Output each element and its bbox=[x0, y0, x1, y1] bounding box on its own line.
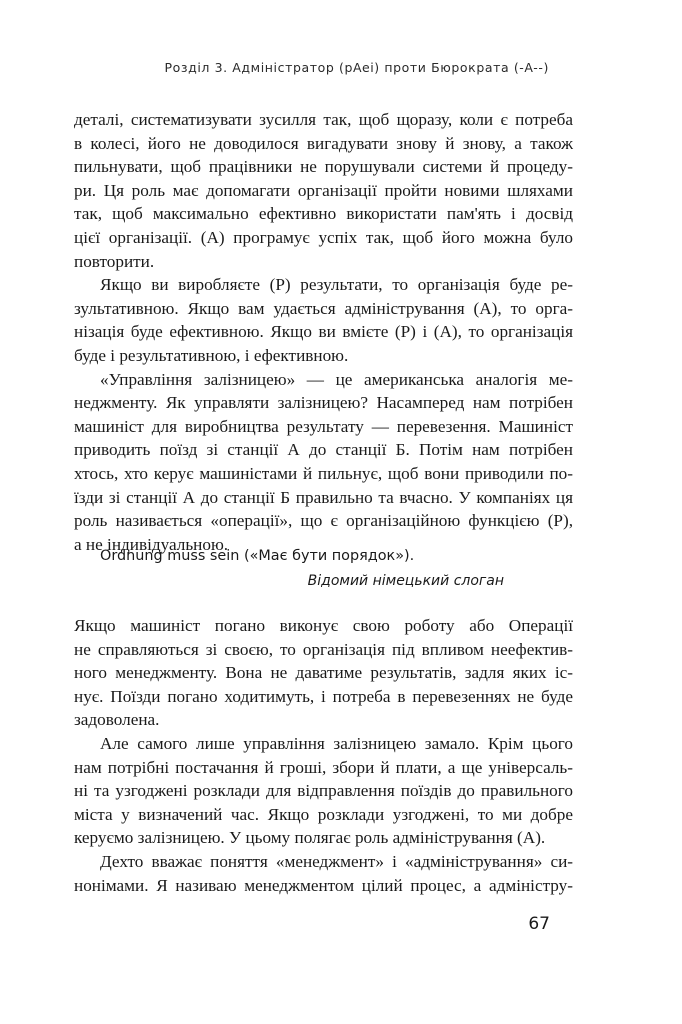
text-line: ні та узгоджені розклади для відправлення поїздів до правильного bbox=[74, 781, 573, 801]
text-line: Якщо ви виробляєте (P) результати, то організація буде ре- bbox=[100, 275, 573, 295]
text-line: машиніст для виробництва результату — перевезення. Машиніст bbox=[74, 416, 573, 436]
text-line: деталі, систематизувати зусилля так, щоб щоразу, коли є потреба bbox=[74, 110, 573, 129]
text-line: хтось, хто керує машиністами й пильнує, щоб вони приводили по- bbox=[74, 463, 573, 483]
text-line: не справляються зі своєю, то організація під впливом неефектив- bbox=[74, 639, 573, 659]
text-line: так, щоб максимально ефективно використати пам'ять і досвід bbox=[74, 204, 573, 224]
text-line: а не індивідуальною. bbox=[74, 534, 229, 554]
text-line: зультативною. Якщо вам удається адміністрування (A), то орга- bbox=[74, 298, 573, 318]
paragraph bbox=[74, 108, 573, 273]
text-line: приводить поїзд зі станції А до станції Б. Потім нам потрібен bbox=[74, 440, 573, 460]
page-number: 67 bbox=[528, 914, 550, 934]
text-line: керуємо залізницею. У цьому полягає роль адміністрування (A). bbox=[74, 828, 546, 848]
text-line: буде і результативною, і ефективною. bbox=[74, 345, 349, 365]
text-line: нує. Поїзди погано ходитимуть, і потреба в перевезеннях не буде bbox=[74, 686, 573, 706]
text-line: нізація буде ефективною. Якщо ви вмієте (P) і (A), то організація bbox=[74, 322, 573, 342]
epigraph-quote: Ordnung muss sein («Має бути порядок»). bbox=[100, 548, 415, 564]
paragraph bbox=[74, 732, 573, 850]
running-head: Розділ 3. Адміністратор (pAei) проти Бюрократа (-A--) bbox=[164, 60, 549, 75]
paragraph bbox=[74, 368, 573, 557]
text-line: нонімами. Я називаю менеджментом цілий процес, а адміністру- bbox=[74, 875, 573, 895]
text-line: «Управління залізницею» — це американська аналогія ме- bbox=[100, 369, 573, 389]
body-text-bottom bbox=[74, 614, 573, 897]
text-line: роль називається «операції», що є організаційною функцією (P), bbox=[74, 511, 573, 531]
text-line: міста у визначений час. Якщо розклади узгоджені, то ми добре bbox=[74, 804, 573, 824]
text-line: ного менеджменту. Вона не даватиме результатів, задля яких іс- bbox=[74, 663, 573, 683]
epigraph-attribution: Відомий німецький слоган bbox=[307, 573, 504, 589]
paragraph bbox=[74, 850, 573, 897]
paragraph bbox=[74, 614, 573, 732]
text-line: ри. Ця роль має допомагати організації пройти новими шляхами bbox=[74, 180, 573, 200]
text-line: повторити. bbox=[74, 251, 155, 271]
text-line: Але самого лише управління залізницею замало. Крім цього bbox=[100, 733, 573, 753]
text-line: цієї організації. (A) програмує успіх так, щоб його можна було bbox=[74, 227, 573, 247]
text-line: в колесі, його не доводилося вигадувати знову й знову, а також bbox=[74, 133, 573, 153]
text-line: пильнувати, щоб працівники не порушували системи й процеду- bbox=[74, 157, 573, 177]
paragraph bbox=[74, 273, 573, 367]
body-text-top bbox=[74, 108, 573, 556]
text-line: неджменту. Як управляти залізницею? Насамперед нам потрібен bbox=[74, 393, 573, 413]
text-line: Дехто вважає поняття «менеджмент» і «адміністрування» си- bbox=[100, 851, 573, 871]
text-line: задоволена. bbox=[74, 710, 160, 730]
text-line: нам потрібні постачання й гроші, збори й плати, а ще універсаль- bbox=[74, 757, 573, 777]
text-line: їзди зі станції А до станції Б правильно та вчасно. У компаніях ця bbox=[74, 487, 573, 507]
text-line: Якщо машиніст погано виконує свою роботу або Операції bbox=[74, 616, 573, 635]
